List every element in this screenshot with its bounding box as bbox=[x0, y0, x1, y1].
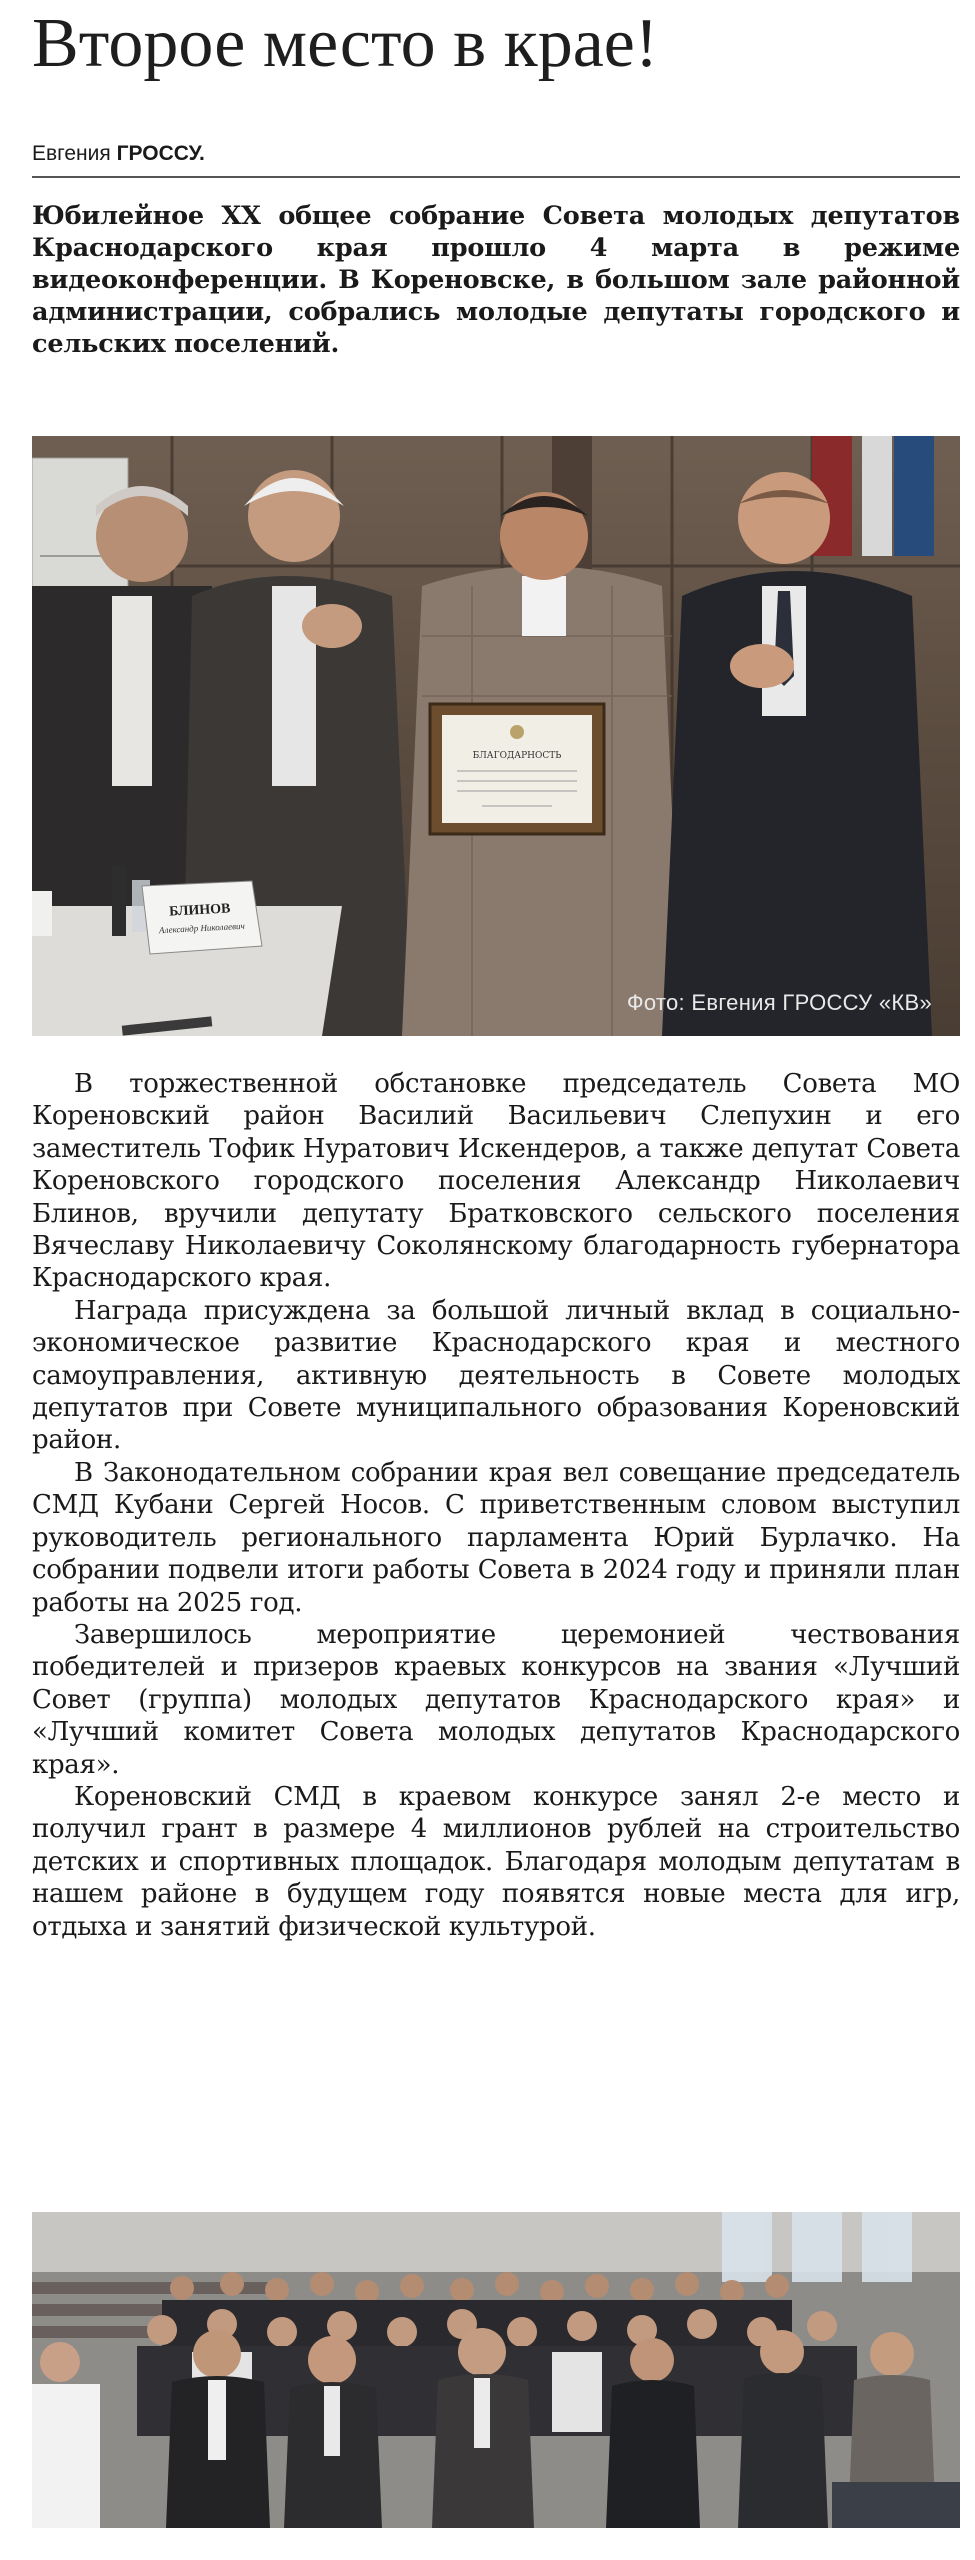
lead-paragraph: Юбилейное XX общее собрание Совета молодых депутатов Краснодарского края прошло 4 марта в режиме видеоконференции. В Кореновске, в большом зале районной администрации, собрались молодые депутаты городского и сельских поселений. bbox=[32, 201, 960, 359]
group-photo bbox=[32, 2212, 960, 2528]
headline: Второе место в крае! bbox=[32, 5, 659, 82]
author-last-name: ГРОССУ. bbox=[116, 142, 205, 165]
body-paragraph-5: Кореновский СМД в краевом конкурсе занял 2-е место и получил грант в размере 4 миллионов рублей на строительство детских и спортивных площадок. Благодаря молодым депутатам в нашем районе в будущем году появятся новые места для игр, отдыха и занятий физической культурой. bbox=[32, 1781, 960, 1942]
nameplate-surname: БЛИНОВ bbox=[168, 901, 231, 920]
flag-white bbox=[862, 436, 892, 556]
certificate bbox=[430, 704, 604, 834]
newspaper-page bbox=[32, 0, 960, 2560]
body-paragraph-4: Завершилось мероприятие церемонией чествования победителей и призеров краевых конкурсов на звания «Лучший Совет (группа) молодых депутатов Краснодарского края» и «Лучший комитет Совета молодых депутатов Краснодарского края». bbox=[32, 1619, 960, 1780]
photo-caption: Фото: Евгения ГРОССУ «КВ» bbox=[626, 990, 932, 1015]
body-paragraph-2: Награда присуждена за большой личный вклад в социально-экономическое развитие Краснодарского края и местного самоуправления, активную деятельность в Совете молодых депутатов при Совете муниципального образования Кореновский район. bbox=[32, 1295, 960, 1456]
byline-rule bbox=[32, 176, 960, 178]
windows bbox=[722, 2212, 912, 2282]
author-first-name: Евгения bbox=[32, 142, 111, 165]
certificate-title: БЛАГОДАРНОСТЬ bbox=[472, 751, 562, 761]
award-ceremony-illustration bbox=[32, 436, 960, 1036]
group-photo-illustration bbox=[32, 2212, 960, 2528]
body-paragraph-3: В Законодательном собрании края вел совещание председатель СМД Кубани Сергей Носов. С приветственным словом выступил руководитель регионального парламента Юрий Бурлачко. На собрании подвели итоги работы Совета в 2024 году и приняли план работы на 2025 год. bbox=[32, 1457, 960, 1618]
award-ceremony-photo bbox=[32, 436, 960, 1036]
article-body bbox=[32, 1068, 960, 1943]
monitor bbox=[832, 2482, 960, 2528]
body-paragraph-1: В торжественной обстановке председатель Совета МО Кореновский район Василий Васильевич Слепухин и его заместитель Тофик Нуратович Искендеров, а также депутат Совета Кореновского городского поселения Александр Николаевич Блинов, вручили депутату Братковского сельского поселения Вячеславу Николаевичу Соколянскому благодарность губернатора Краснодарского края. bbox=[32, 1069, 960, 1294]
nameplate-name: Александр Николаевич bbox=[158, 920, 246, 936]
nameplate bbox=[142, 881, 262, 954]
byline bbox=[32, 140, 960, 168]
flag-blue bbox=[894, 436, 934, 556]
